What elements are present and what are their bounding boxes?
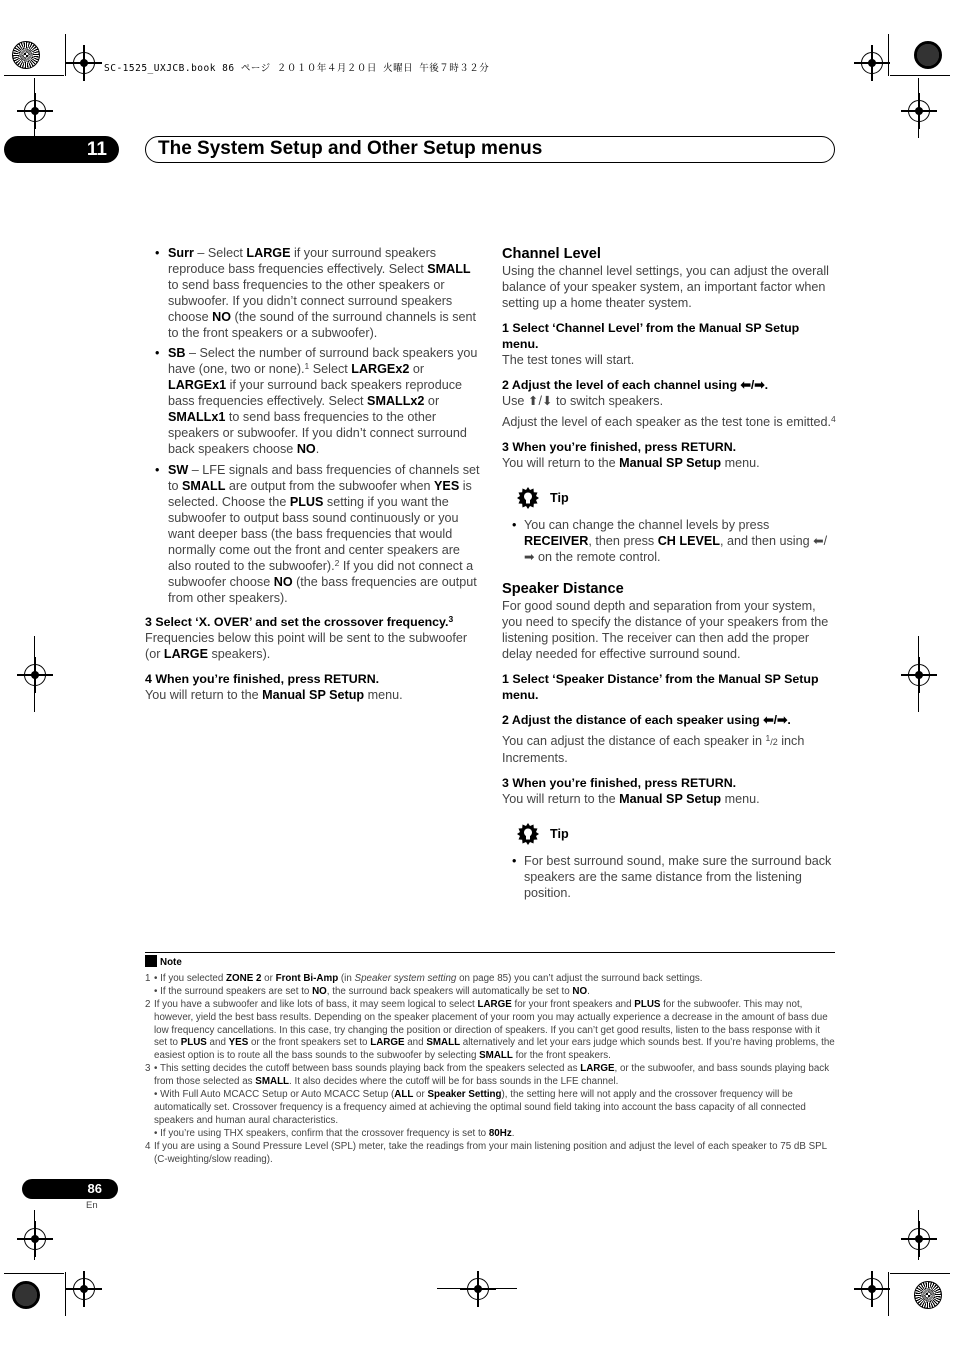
- footnote-list: [0, 973, 835, 1167]
- crosshair-icon: [24, 1228, 46, 1250]
- crop-mark: [888, 1272, 889, 1316]
- color-wheel-icon: [12, 1281, 40, 1309]
- step-heading: 3 When you’re finished, press RETURN.: [502, 440, 737, 454]
- step-body: Use ⬆/⬇ to switch speakers.: [502, 394, 664, 408]
- crosshair-icon: [861, 1278, 883, 1300]
- crop-mark: [65, 34, 66, 76]
- step-body: The test tones will start.: [502, 353, 635, 367]
- crosshair-icon: [467, 1278, 489, 1300]
- crosshair-icon: [73, 1278, 95, 1300]
- paragraph: Using the channel level settings, you can adjust the overall balance of your speaker system, an important factor when setting up a home theater system.: [502, 264, 829, 310]
- crosshair-icon: [861, 52, 883, 74]
- step-body: You can adjust the distance of each speaker in $^1$/2 inch Increments.: [502, 733, 805, 765]
- step-heading: 4 When you’re finished, press RETURN.: [145, 672, 380, 686]
- crosshair-icon: [908, 1228, 930, 1250]
- step-heading: 1 Select ‘Channel Level’ from the Manual SP Setup menu.: [502, 321, 800, 351]
- step-heading: 3 Select ‘X. OVER’ and set the crossover frequency.$^3$: [145, 614, 454, 629]
- step-heading: 3 When you’re finished, press RETURN.: [502, 776, 737, 790]
- crosshair-icon: [908, 664, 930, 686]
- chapter-title: The System Setup and Other Setup menus: [158, 138, 543, 159]
- list-item-surr: • Surr – Select LARGE if your surround speakers reproduce bass frequencies effectively. Select SMALL to send bass frequencies to the other speakers or subwoofer. If you didn’t connect surround speakers choose NO (the sound of the surround channels is sent to the front speakers or a subwoofer).: [145, 245, 480, 341]
- crop-mark: [918, 636, 919, 712]
- section-heading-speaker-distance: Speaker Distance: [502, 581, 624, 597]
- paragraph: For good sound depth and separation from your system, you need to specify the distance of your speakers from the listening position. The receiver can then add the proper delay needed for effective surround sound.: [502, 599, 829, 661]
- left-column: [145, 245, 480, 703]
- footnotes: [145, 952, 835, 1167]
- tip-item: • For best surround sound, make sure the surround back speakers are the same distance from the listening position.: [502, 853, 837, 901]
- tip-header: [502, 821, 837, 847]
- tip-label: Tip: [550, 491, 569, 505]
- crop-mark: [4, 1273, 64, 1274]
- note-header: Note: [145, 955, 835, 970]
- step-heading: 1 Select ‘Speaker Distance’ from the Manual SP Setup menu.: [502, 672, 819, 702]
- crop-mark: [890, 75, 950, 76]
- page-language: En: [86, 1200, 98, 1211]
- crosshair-icon: [24, 100, 46, 122]
- crop-mark: [65, 1272, 66, 1316]
- footnote-4: 4 If you are using a Sound Pressure Level (SPL) meter, take the readings from your main listening position and adjust the level of each speaker to 75 dB SPL (C-weighting/slow reading).: [145, 1140, 827, 1165]
- step-body: You will return to the Manual SP Setup menu.: [502, 456, 760, 470]
- chapter-number: 11: [4, 136, 119, 163]
- print-header: SC-1525_UXJCB.book 86 ページ ２０１０年４月２０日 火曜日 午後７時３２分: [104, 63, 490, 74]
- crop-mark: [4, 75, 64, 76]
- step-heading: 2 Adjust the distance of each speaker using ⬅/➡.: [502, 713, 791, 727]
- tip-label: Tip: [550, 827, 569, 841]
- section-heading-channel-level: Channel Level: [502, 246, 601, 262]
- step-body: Frequencies below this point will be sent to the subwoofer (or LARGE speakers).: [145, 631, 468, 661]
- step-body: Adjust the level of each speaker as the test tone is emitted.$^4$: [502, 414, 836, 429]
- step-heading: 2 Adjust the level of each channel using ⬅/➡.: [502, 378, 769, 392]
- page-number: 86: [22, 1179, 118, 1199]
- crosshair-icon: [908, 100, 930, 122]
- tip-header: [502, 485, 837, 511]
- crop-mark: [890, 1273, 950, 1274]
- crop-mark: [918, 1210, 919, 1260]
- crop-mark: [34, 636, 35, 712]
- crop-mark: [34, 1210, 35, 1260]
- right-column: [502, 245, 837, 901]
- lightbulb-icon: [516, 486, 540, 510]
- list-item-sb: • SB – Select the number of surround back speakers you have (one, two or none).$^1$ Select LARGEx2 or LARGEx1 if your surround back speakers reproduce bass frequencies effectively. Select SMALLx2 or SMALLx1 to send bass frequencies to the other speakers or subwoofer. If you didn’t connect surround back speakers choose NO.: [145, 345, 480, 457]
- color-wheel-icon: [12, 41, 40, 69]
- list-item-sw: • SW – LFE signals and bass frequencies of channels set to SMALL are output from the subwoofer when YES is selected. Choose the PLUS setting if you want the subwoofer to output bass sound continuously or you want deeper bass (the bass frequencies that would normally come out the front and center speakers are also routed to the subwoofer).$^2$ If you did not connect a subwoofer choose NO (the bass frequencies are output from other speakers).: [145, 462, 480, 606]
- step-body: You will return to the Manual SP Setup menu.: [145, 688, 403, 702]
- color-wheel-icon: [914, 1281, 942, 1309]
- footnote-2: 2 If you have a subwoofer and like lots of bass, it may seem logical to select LARGE for your front speakers and PLUS for the subwoofer. This may not, however, yield the best bass results. Depending on the speaker placement of your room you may actually experience a decrease in the amount of bass due low frequency cancellations. In this case, try changing the position or direction of speakers. If you can’t get good results, listen to the bass response with it set to PLUS and YES or the front speakers set to LARGE and SMALL alternatively and let your ears judge which sounds best. If you’re having problems, the easiest option is to route all the bass sounds to the subwoofer by selecting SMALL for the front speakers.: [145, 998, 835, 1062]
- tip-item: • You can change the channel levels by press RECEIVER, then press CH LEVEL, and then using ⬅/➡ on the remote control.: [502, 517, 837, 565]
- note-icon: [145, 955, 157, 967]
- step-body: You will return to the Manual SP Setup menu.: [502, 792, 760, 806]
- footnote-3: 3 • This setting decides the cutoff between bass sounds playing back from the speakers selected as LARGE, or the subwoofer, and bass sounds playing back from those selected as SMALL. It also decides where the cutoff will be for bass sounds in the LFE channel. • With Full Auto MCACC Setup or Auto MCACC Setup (ALL or Speaker Setting), the setting here will not apply and the crossover frequency will be automatically set. Crossover frequency is a frequency aimed at achieving the optimal sound field taking into account the bass capacity of all connected speakers and human aural characteristics. • If you’re using THX speakers, confirm that the crossover frequency is set to 80Hz.: [145, 1063, 830, 1139]
- crop-mark: [918, 78, 919, 138]
- footnote-1: 1 • If you selected ZONE 2 or Front Bi-Amp (in Speaker system setting on page 85) you can’t adjust the surround back settings. • If the surround speakers are set to NO, the surround back speakers will automatically be set to NO.: [145, 972, 703, 997]
- crop-mark: [34, 78, 35, 138]
- color-wheel-icon: [914, 41, 942, 69]
- crop-mark: [888, 34, 889, 76]
- crosshair-icon: [24, 664, 46, 686]
- lightbulb-icon: [516, 822, 540, 846]
- crop-mark: [437, 1288, 517, 1289]
- crosshair-icon: [73, 52, 95, 74]
